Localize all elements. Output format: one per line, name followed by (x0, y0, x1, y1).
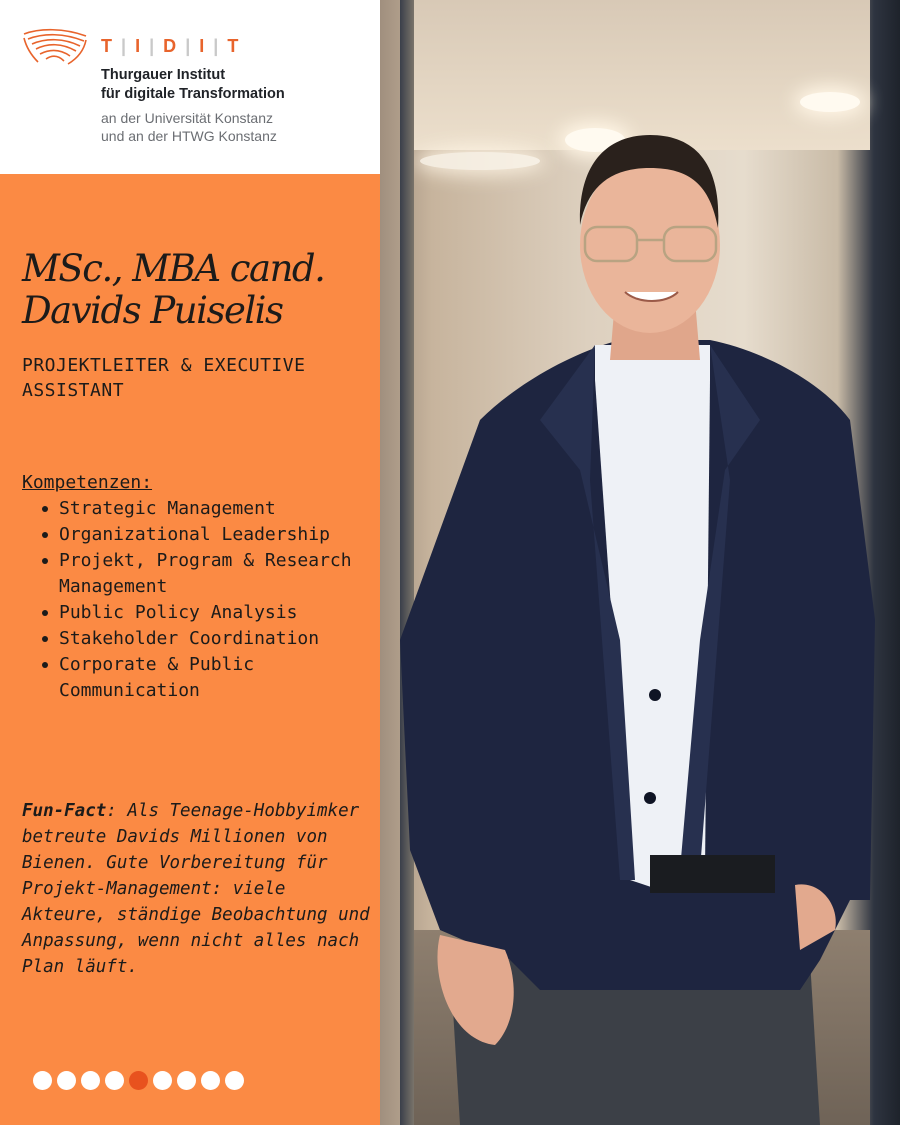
fun-fact-text: : Als Teenage-Hobbyimker betreute Davids Millionen von Bienen. Gute Vorbereitung für Projekt-Management: viele Akteure, ständige Beobachtung und Anpassung, wenn nicht alles nach Plan läuft. (22, 801, 370, 977)
institute-name-line2: für digitale Transformation (101, 86, 285, 102)
carousel-dot[interactable] (225, 1071, 244, 1090)
skill-item: Projekt, Program & Research Management (22, 548, 374, 600)
person-name (22, 248, 324, 332)
carousel-dot[interactable] (33, 1071, 52, 1090)
carousel-indicator (33, 1071, 244, 1090)
job-title: PROJEKTLEITER & EXECUTIVE ASSISTANT (22, 355, 306, 401)
skill-item: Public Policy Analysis (22, 600, 374, 626)
affiliation-line1: an der Universität Konstanz (101, 110, 273, 126)
brand-wordmark: T | I | D | I | T (101, 36, 241, 56)
skills-list (22, 496, 374, 704)
carousel-dot[interactable] (57, 1071, 76, 1090)
fun-fact (22, 798, 374, 980)
brand-letter: T (101, 36, 114, 56)
carousel-dot[interactable] (177, 1071, 196, 1090)
portrait-photo (380, 0, 900, 1125)
brand-letter: I (135, 36, 143, 56)
carousel-dot[interactable] (81, 1071, 100, 1090)
logo-header (0, 0, 380, 174)
name-line: Davids Puiselis (22, 289, 283, 332)
left-panel (0, 0, 380, 1125)
carousel-dot[interactable] (105, 1071, 124, 1090)
skill-item: Strategic Management (22, 496, 374, 522)
skill-item: Organizational Leadership (22, 522, 374, 548)
skill-item: Stakeholder Coordination (22, 626, 374, 652)
carousel-dot[interactable] (201, 1071, 220, 1090)
skill-item: Corporate & Public Communication (22, 652, 374, 704)
brand-letter: T (227, 36, 241, 56)
skills-heading: Kompetenzen: (22, 472, 153, 493)
institute-name-line1: Thurgauer Institut (101, 67, 226, 83)
carousel-dot-active[interactable] (129, 1071, 148, 1090)
carousel-dot[interactable] (153, 1071, 172, 1090)
name-title-line: MSc., MBA cand. (22, 247, 325, 290)
person-figure (380, 0, 900, 1125)
fun-fact-label: Fun-Fact (22, 801, 107, 821)
brand-letter: I (199, 36, 207, 56)
brand-letter: D (163, 36, 179, 56)
fingerprint-wave-logo (20, 26, 92, 68)
affiliation-line2: und an der HTWG Konstanz (101, 128, 277, 144)
